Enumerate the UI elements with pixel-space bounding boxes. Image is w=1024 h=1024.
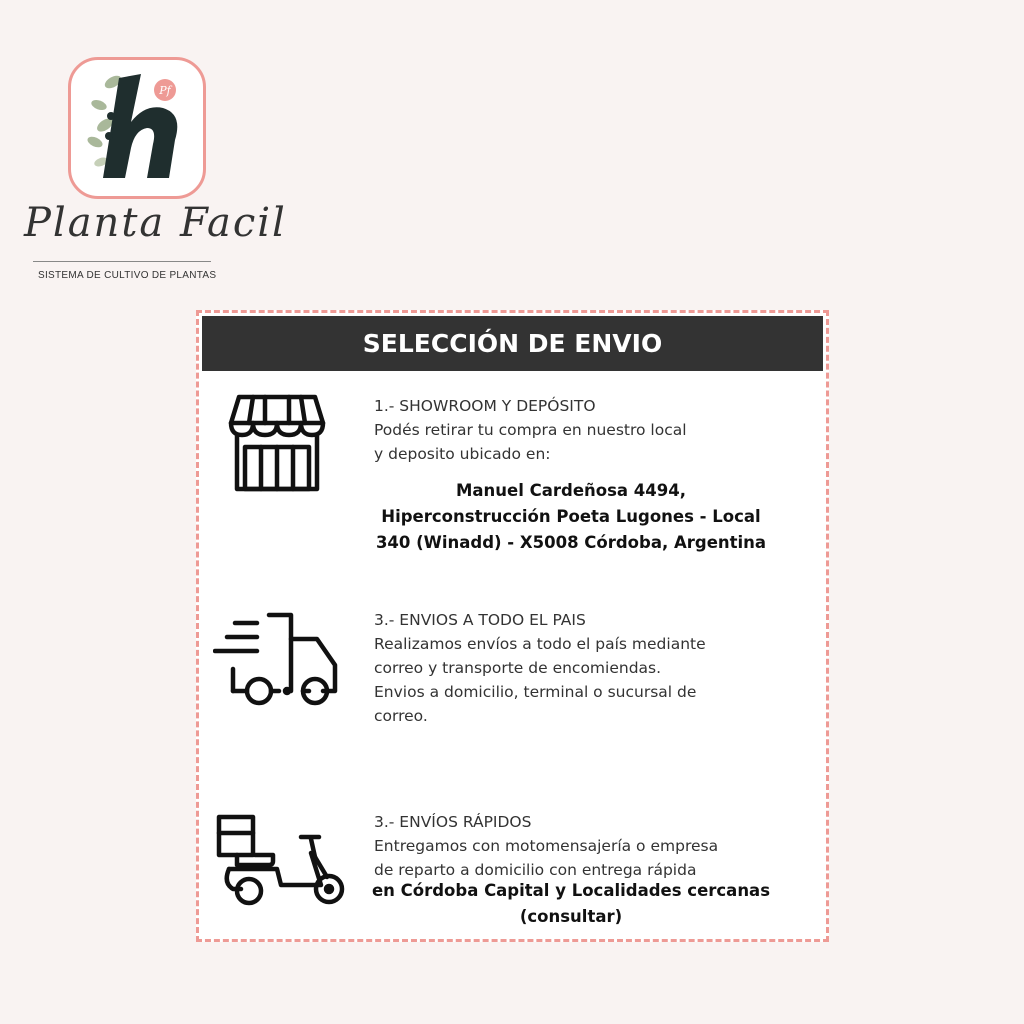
section-national-shipping (374, 608, 706, 728)
delivery-scooter-icon (215, 813, 349, 909)
section-heading: 3.- ENVIOS A TODO EL PAIS (374, 611, 586, 629)
showroom-address (364, 478, 778, 556)
address-line: Manuel Cardeñosa 4494, (456, 481, 686, 500)
section-line: y deposito ubicado en: (374, 445, 551, 463)
logo-badge (68, 57, 206, 199)
address-line: 340 (Winadd) - X5008 Córdoba, Argentina (375, 533, 767, 552)
logo-monogram: Pf (159, 84, 171, 97)
logo-h-icon (71, 60, 203, 196)
section-showroom (374, 394, 687, 466)
logo-script-name: Planta Facil (24, 200, 287, 246)
section-heading: 3.- ENVÍOS RÁPIDOS (374, 813, 532, 831)
fast-shipping-area (364, 878, 778, 930)
storefront-icon (225, 393, 329, 493)
section-line: Entregamos con motomensajería o empresa (374, 837, 719, 855)
section-heading: 1.- SHOWROOM Y DEPÓSITO (374, 397, 596, 415)
section-line: correo. (374, 707, 428, 725)
section-line: correo y transporte de encomiendas. (374, 659, 662, 677)
section-line: Podés retirar tu compra en nuestro local (374, 421, 687, 439)
section-line: Realizamos envíos a todo el país mediante (374, 635, 706, 653)
logo-divider (33, 261, 211, 262)
section-line: Envios a domicilio, terminal o sucursal de (374, 683, 697, 701)
section-line: de reparto a domicilio con entrega rápida (374, 861, 697, 879)
logo-tagline: SISTEMA DE CULTIVO DE PLANTAS (38, 270, 217, 281)
card-title: SELECCIÓN DE ENVIO (202, 316, 823, 371)
area-line: (consultar) (519, 907, 623, 926)
brand-logo (0, 0, 300, 300)
shipping-card (196, 310, 829, 942)
area-line: en Córdoba Capital y Localidades cercanas (371, 881, 771, 900)
delivery-truck-icon (213, 611, 343, 707)
address-line: Hiperconstrucción Poeta Lugones - Local (381, 507, 761, 526)
section-fast-shipping (374, 810, 718, 882)
